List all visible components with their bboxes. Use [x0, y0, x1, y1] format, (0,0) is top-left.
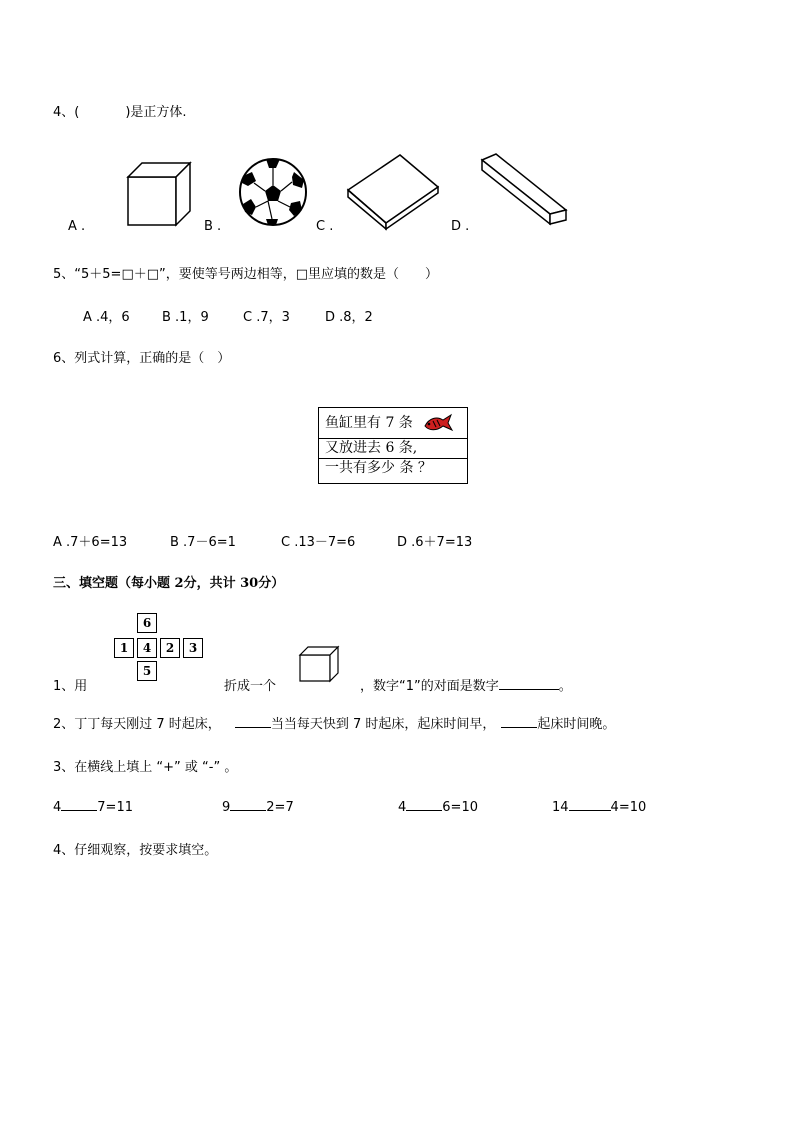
f3-item-1-a: 4 — [53, 800, 62, 815]
q5-option-a[interactable]: A .4，6 — [83, 310, 130, 325]
f2-blank-late[interactable] — [501, 715, 537, 728]
f3-item-4-blank[interactable] — [569, 798, 611, 811]
f3-item-4-b: 4=10 — [610, 800, 647, 815]
soccer-ball-icon — [226, 152, 310, 232]
f1-suffix: ，数字“1”的对面是数字 — [360, 679, 499, 694]
f2-blank-early[interactable] — [235, 715, 271, 728]
fish-row-3 — [319, 458, 467, 478]
fish-row-1-text: 鱼缸里有 7 条 — [325, 415, 413, 431]
q4-prompt — [53, 101, 187, 120]
f3-item-3-b: 6=10 — [442, 800, 478, 815]
f1-prefix: 1、用 — [53, 679, 88, 694]
f3-item-2-b: 2=7 — [266, 800, 294, 815]
f3-item-2 — [222, 798, 294, 815]
f3-prompt: 3、在横线上填上 “+” 或 “-” 。 — [53, 760, 238, 775]
f3-item-3 — [398, 798, 478, 815]
f4-prompt: 4、仔细观察，按要求填空。 — [53, 843, 218, 858]
f3-item-3-a: 4 — [398, 800, 407, 815]
q5-option-b[interactable]: B .1，9 — [162, 310, 209, 325]
q5-option-c[interactable]: C .7，3 — [243, 310, 290, 325]
q6-prompt: 6、列式计算，正确的是（ ） — [53, 351, 231, 366]
q4-prefix: 4、( — [53, 105, 80, 120]
q6-option-a[interactable]: A .7＋6=13 — [53, 535, 128, 550]
q4-option-d[interactable]: D . — [451, 219, 470, 234]
f3-item-4-a: 14 — [552, 800, 569, 815]
fish-row-1 — [319, 408, 467, 438]
cuboid-icon — [472, 148, 568, 232]
net-cell-5: 5 — [137, 661, 157, 681]
f3-item-1 — [53, 798, 133, 815]
f1-end: 。 — [558, 679, 572, 694]
net-cell-1: 1 — [114, 638, 134, 658]
tilted-cube-icon — [340, 147, 442, 229]
f1-middle: 折成一个 — [224, 679, 277, 694]
f2-part1: 2、丁丁每天刚过 7 时起床， — [53, 717, 221, 732]
q4-option-a[interactable]: A . — [68, 219, 86, 234]
q4-option-c[interactable]: C . — [316, 219, 334, 234]
fish-row-3-text: 一共有多少 条 ？ — [325, 460, 432, 476]
f3-item-2-a: 9 — [222, 800, 231, 815]
f2-part2: 当当每天快到 7 时起床，起床时间早， — [270, 717, 496, 732]
q5-prompt: 5、“5＋5=□＋□”，要使等号两边相等，□里应填的数是（ ） — [53, 267, 439, 282]
f2-part3: 起床时间晚。 — [537, 717, 616, 732]
net-cell-3: 3 — [183, 638, 203, 658]
q6-option-c[interactable]: C .13－7=6 — [281, 535, 356, 550]
q4-option-b[interactable]: B . — [204, 219, 222, 234]
f1-answer-blank[interactable] — [499, 677, 559, 690]
small-cube-icon — [298, 645, 342, 683]
f3-item-4 — [552, 798, 646, 815]
cube-icon — [118, 155, 198, 235]
q6-option-d[interactable]: D .6＋7=13 — [397, 535, 473, 550]
q5-option-d[interactable]: D .8，2 — [325, 310, 373, 325]
f3-item-3-blank[interactable] — [406, 798, 442, 811]
net-cell-2: 2 — [160, 638, 180, 658]
f2-line — [53, 713, 615, 732]
f1-suffix-line — [360, 675, 572, 694]
f3-item-1-blank[interactable] — [61, 798, 97, 811]
q4-suffix: )是正方体. — [125, 105, 187, 120]
net-cell-4: 4 — [137, 638, 157, 658]
fish-icon — [421, 412, 453, 434]
net-cell-6: 6 — [137, 613, 157, 633]
q6-option-b[interactable]: B .7－6=1 — [170, 535, 236, 550]
fish-row-2 — [319, 438, 467, 458]
fish-word-problem-box — [318, 407, 468, 484]
fish-row-2-text: 又放进去 6 条, — [325, 440, 418, 456]
section3-heading: 三、填空题（每小题 2分，共计 30分） — [53, 576, 285, 591]
f3-item-2-blank[interactable] — [230, 798, 266, 811]
f3-item-1-b: 7=11 — [97, 800, 133, 815]
